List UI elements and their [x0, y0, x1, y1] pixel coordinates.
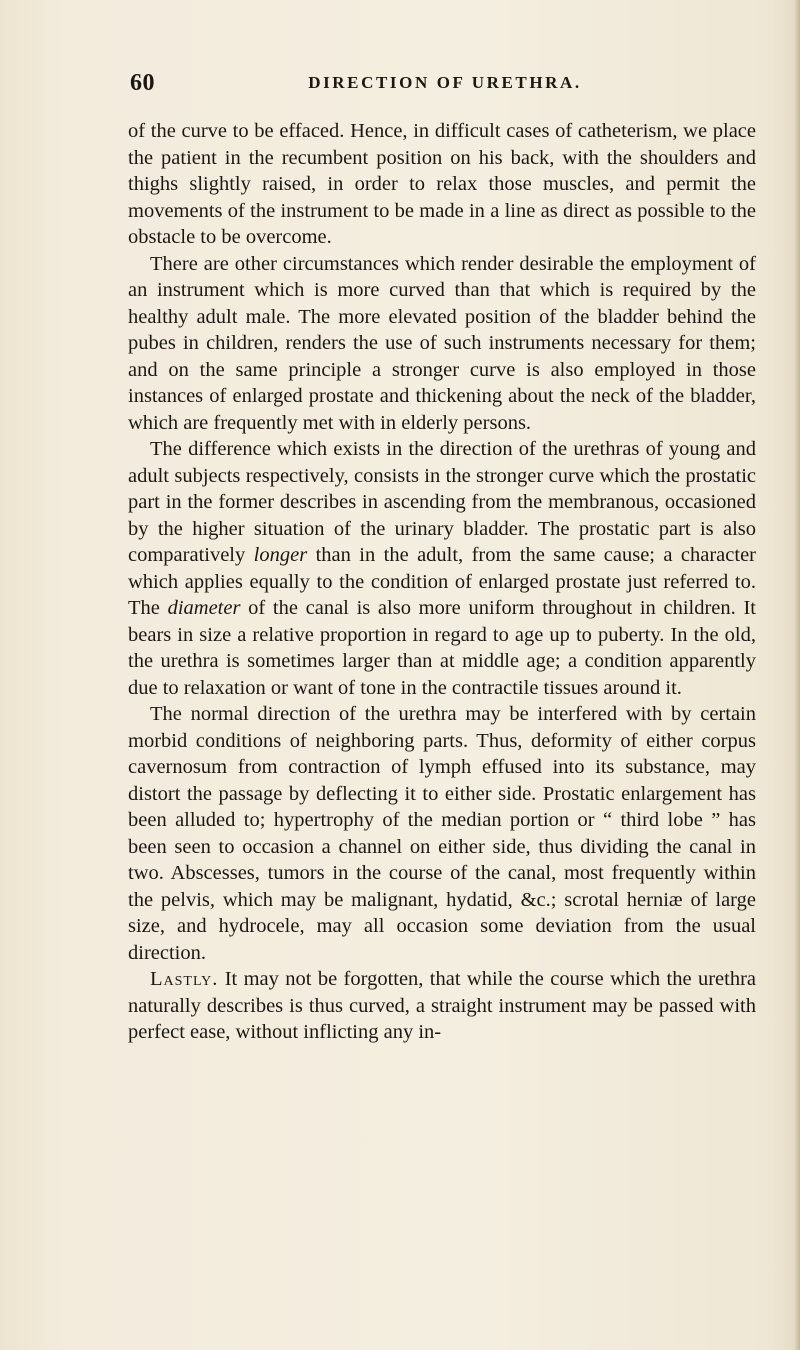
paragraph-5-lead: Lastly. — [150, 968, 219, 990]
page-edge-shadow — [794, 0, 800, 1350]
paragraph-3 — [128, 436, 756, 701]
emphasis-longer: longer — [253, 544, 308, 566]
paragraph-5 — [128, 966, 756, 1046]
paragraph-3-part-1: The difference which exists in the direction of the urethras of young and adult subjects respectively, consists in the stronger curve which the prostatic part in the former describes in ascending from the membranous, occasioned by the higher situation of the urinary bladder. The prostatic part is also comparatively — [128, 438, 756, 566]
paragraph-4: The normal direction of the urethra may be interfered with by certain morbid conditions of neighboring parts. Thus, deformity of either corpus cavernosum from contraction of lymph effused into its substance, may distort the passage by deflecting it to either side. Prostatic enlargement has been alluded to; hypertrophy of the median portion or “ third lobe ” has been seen to occasion a channel on either side, thus dividing the canal in two. Abscesses, tumors in the course of the canal, most frequently within the pelvis, which may be malignant, hydatid, &c.; scrotal herniæ of large size, and hydrocele, may all occasion some deviation from the usual direction. — [128, 703, 756, 964]
paragraph-1: of the curve to be effaced. Hence, in difficult cases of catheterism, we place the patient in the recumbent position on his back, with the shoulders and thighs slightly raised, in order to relax those muscles, and permit the movements of the instrument to be made in a line as direct as possible to the obstacle to be overcome. — [128, 120, 756, 248]
emphasis-diameter: diameter — [167, 597, 241, 619]
paragraph-5-text: It may not be forgotten, that while the course which the urethra naturally describes is thus curved, a straight instrument may be passed with perfect ease, without inflicting any in- — [128, 968, 756, 1043]
body-text — [128, 118, 756, 1046]
running-head: DIRECTION OF URETHRA. — [308, 73, 582, 92]
page-number: 60 — [130, 70, 155, 96]
paragraph-2: There are other circumstances which render desirable the employment of an instrument which is more curved than that which is required by the healthy adult male. The more elevated position of the bladder behind the pubes in children, renders the use of such instruments necessary for them; and on the same principle a stronger curve is also employed in those instances of enlarged prostate and thickening about the neck of the bladder, which are frequently met with in elderly persons. — [128, 252, 756, 434]
page-header — [130, 70, 760, 104]
paragraph-3-part-2: than in the adult, from the same cause; a character which applies equally to the condition of enlarged prostate just referred to. The — [128, 544, 756, 619]
paragraph-3-part-3: of the canal is also more uniform throughout in children. It bears in size a relative proportion in regard to age up to puberty. In the old, the urethra is sometimes larger than at middle age; a condition apparently due to relaxation or want of tone in the contractile tissues around it. — [128, 597, 756, 699]
